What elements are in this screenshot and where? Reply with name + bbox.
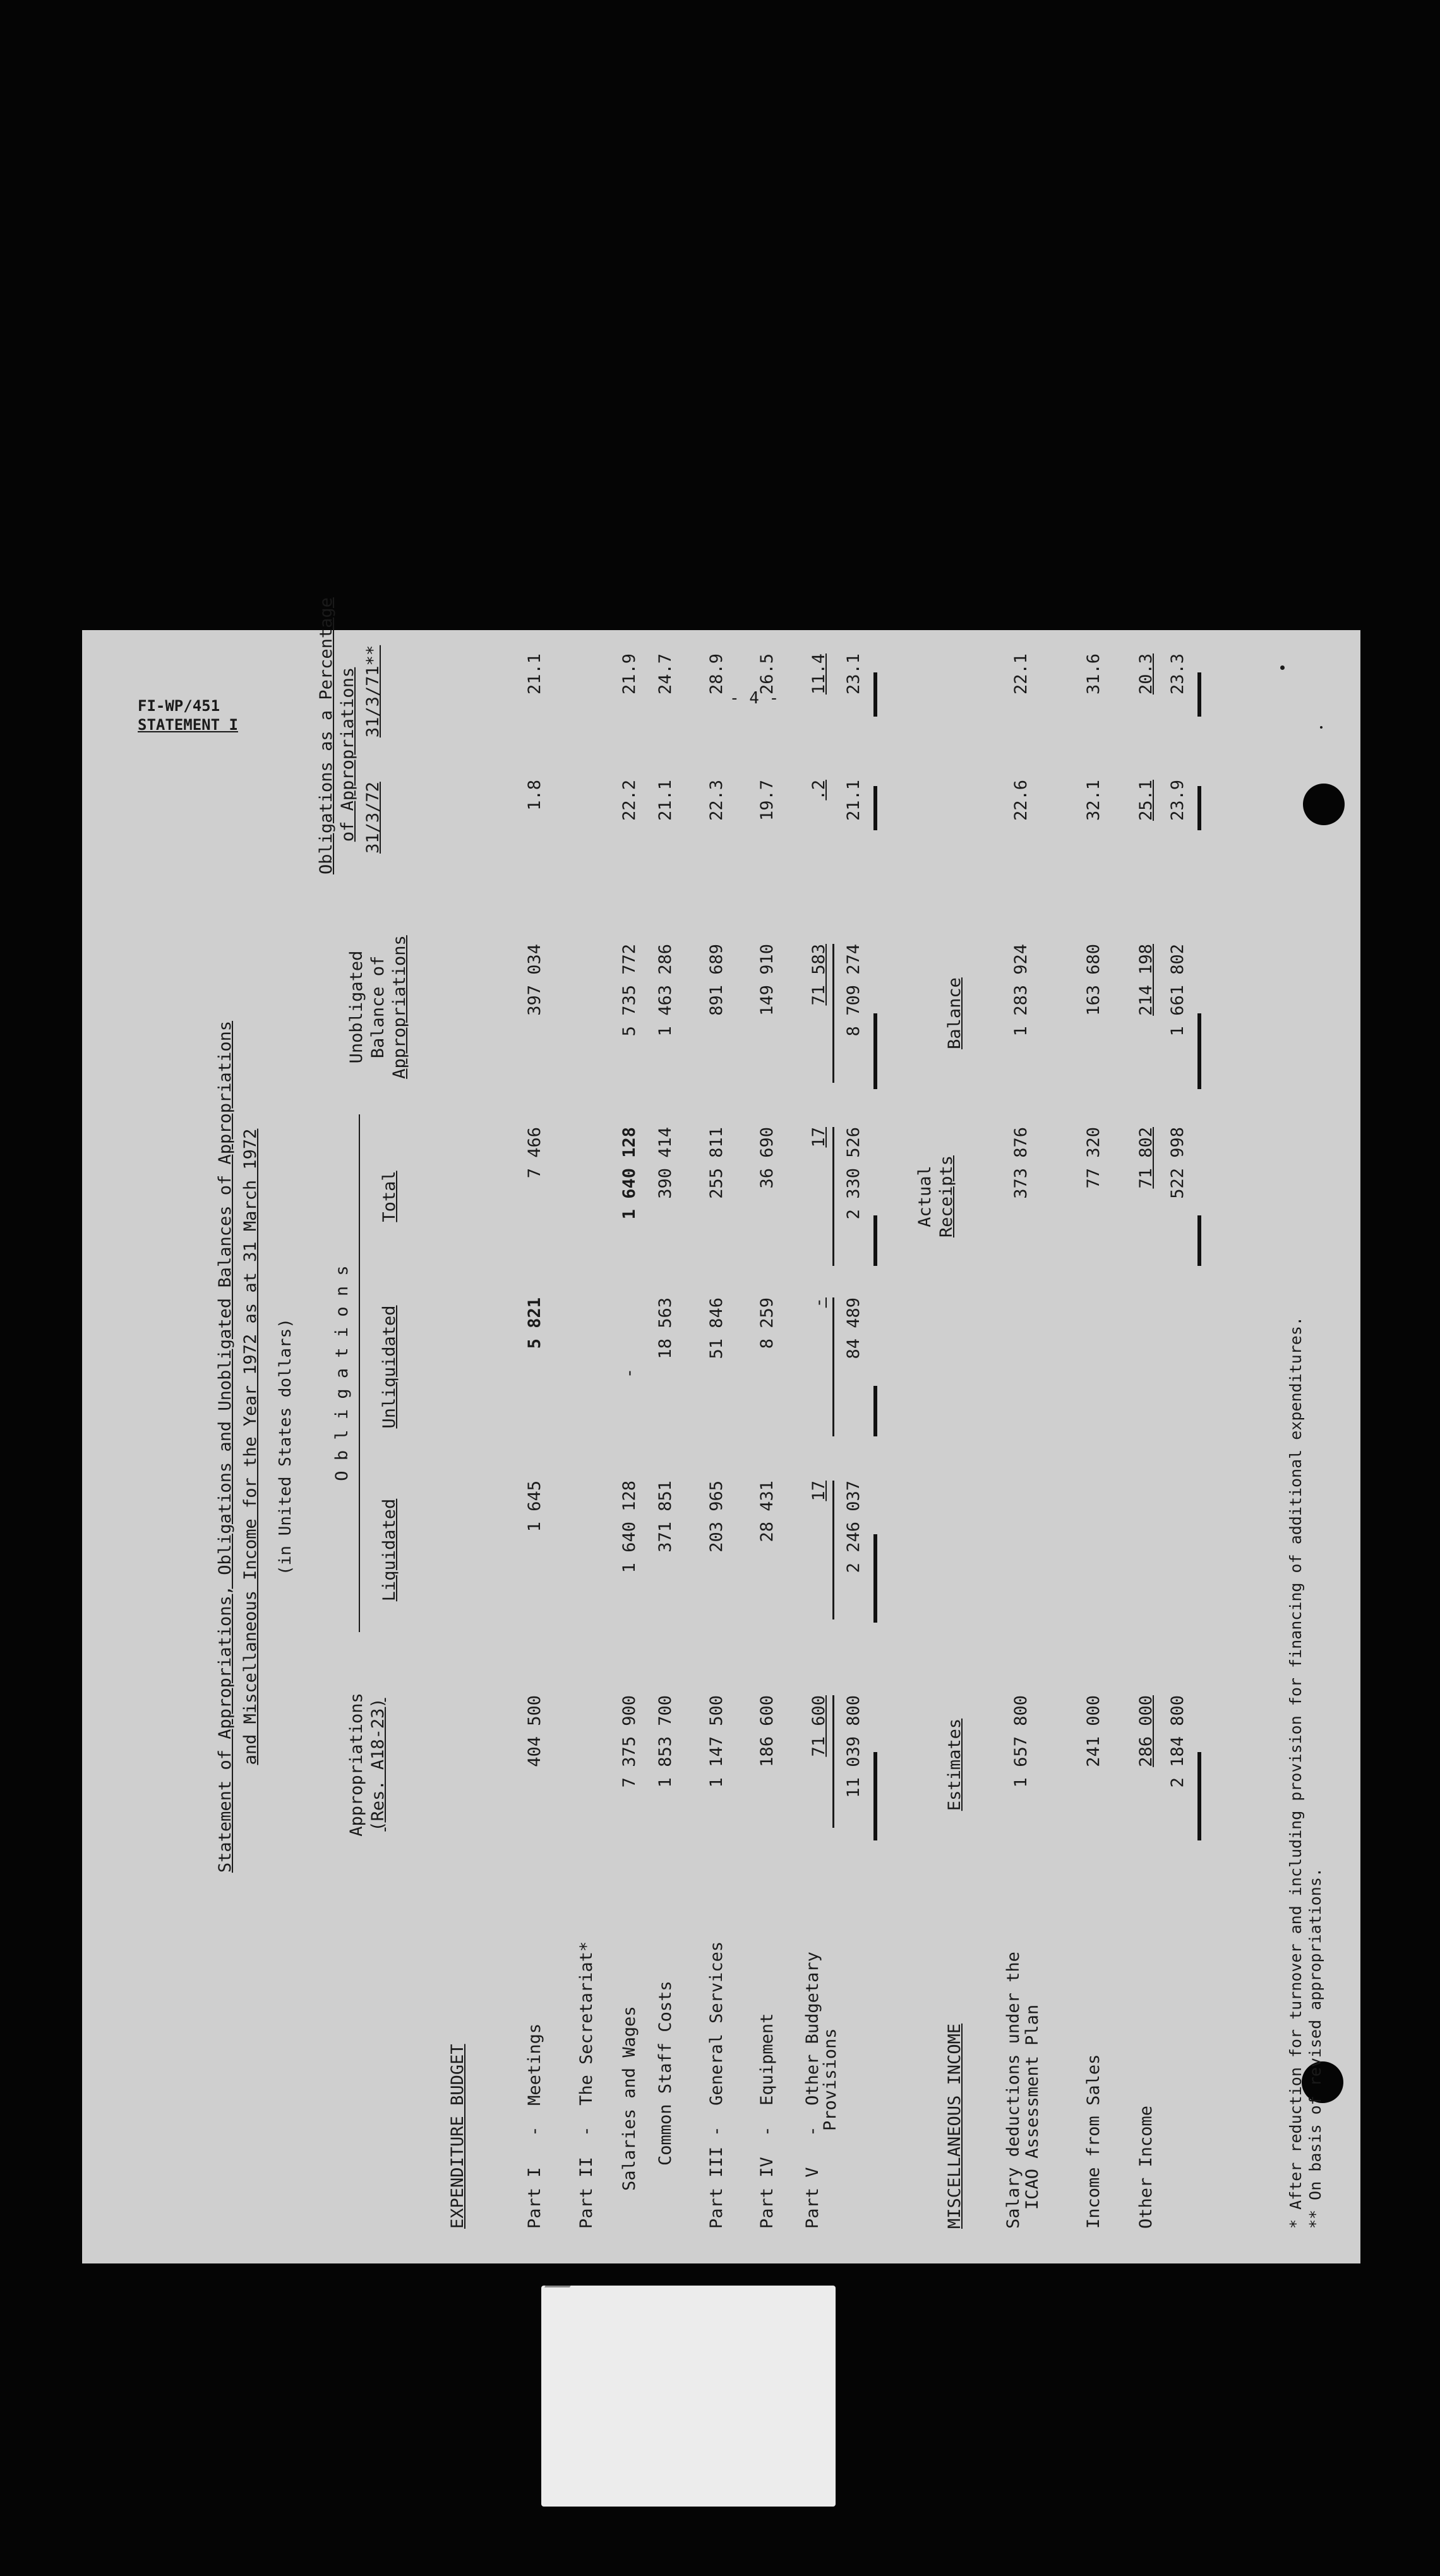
cell-pct71: 28.9 (707, 653, 726, 695)
cell-pct71: 22.1 (1011, 653, 1031, 695)
cell-estimates: 1 657 800 (1011, 1695, 1031, 1788)
row-label: Salary deductions under the (1004, 1952, 1023, 2229)
cell-pct71: 20.3 (1136, 653, 1156, 695)
cell-appropriations: 1 147 500 (707, 1695, 726, 1788)
subtotal-rule (832, 944, 834, 1083)
cell-unliquidated: 18 563 (656, 1297, 675, 1359)
cell-pct71: 26.5 (757, 653, 777, 695)
misc-total-pct71: 23.3 (1168, 653, 1187, 695)
row-label: Part I - Meetings (525, 2023, 544, 2229)
blank-card (541, 2286, 836, 2507)
col-pct-1971: 31/3/71** (363, 645, 383, 738)
subtotal-rule (832, 1695, 834, 1828)
cell-pct72: 21.1 (656, 780, 675, 821)
col-balance: Balance (945, 977, 964, 1049)
cell-total: 36 690 (757, 1127, 777, 1189)
footnote-2: ** On basis of revised appropriations. (1306, 1868, 1324, 2229)
cell-unobligated: 5 735 772 (620, 944, 639, 1037)
obligations-group-rule (359, 1114, 360, 1632)
total-unobligated: 8 709 274 (844, 944, 863, 1037)
cell-unliquidated: 51 846 (707, 1297, 726, 1359)
expenditure-heading: EXPENDITURE BUDGET (448, 2044, 467, 2229)
cell-unobligated: 71 583 (809, 944, 829, 1006)
page-number: - 4 - (729, 689, 779, 708)
cell-balance: 214 198 (1136, 944, 1156, 1016)
row-label: Part V - Other Budgetary (803, 1952, 822, 2229)
cell-actual: 373 876 (1011, 1127, 1031, 1199)
cell-liquidated: 1 645 (525, 1481, 544, 1532)
cell-total: 390 414 (656, 1127, 675, 1199)
card-corner-mark (537, 2286, 570, 2300)
cell-appropriations: 186 600 (757, 1695, 777, 1767)
total-double-rule (873, 1752, 877, 1840)
cell-total: 255 811 (707, 1127, 726, 1199)
cell-unobligated: 891 689 (707, 944, 726, 1016)
misc-total-actual: 522 998 (1168, 1127, 1187, 1199)
subtotal-rule (832, 1127, 834, 1266)
col-obligations-group: O b l i g a t i o n s (332, 1265, 352, 1481)
currency-note: (in United States dollars) (276, 1318, 295, 1575)
cell-liquidated: 17 (809, 1481, 829, 1501)
total-liquidated: 2 246 037 (844, 1481, 863, 1573)
cell-unliquidated: 5 821 (525, 1297, 544, 1349)
misc-income-heading: MISCELLANEOUS INCOME (945, 2023, 964, 2229)
misc-total-pct72: 23.9 (1168, 780, 1187, 821)
row-label: Salaries and Wages (620, 2006, 639, 2191)
cell-pct71: 24.7 (656, 653, 675, 695)
cell-pct72: 22.6 (1011, 780, 1031, 821)
col-unobligated: Unobligated Balance of Appropriations (347, 935, 409, 1079)
footnote-1: * After reduction for turnover and including provision for financing of additional expenditures. (1287, 1316, 1305, 2229)
cell-appropriations: 7 375 900 (620, 1695, 639, 1788)
cell-liquidated: 203 965 (707, 1481, 726, 1553)
col-liquidated: Liquidated (380, 1498, 399, 1602)
misc-total-double-rule (1197, 672, 1201, 717)
row-label: Part III - General Services (707, 1941, 726, 2229)
cell-estimates: 286 000 (1136, 1695, 1156, 1767)
document-page (82, 597, 1360, 2263)
total-double-rule (873, 1215, 877, 1266)
total-double-rule (873, 786, 877, 830)
cell-appropriations: 1 853 700 (656, 1695, 675, 1788)
cell-pct72: 25.1 (1136, 780, 1156, 821)
cell-pct71: 11.4 (809, 653, 829, 695)
cell-liquidated: 371 851 (656, 1481, 675, 1553)
col-pct-group: Obligations as a Percentage of Appropriations (316, 597, 357, 874)
total-appropriations: 11 039 800 (844, 1695, 863, 1798)
cell-pct72: 32.1 (1084, 780, 1103, 821)
row-label-continued: ICAO Assessment Plan (1023, 2004, 1042, 2210)
cell-total: 7 466 (525, 1127, 544, 1179)
cell-pct72: .2 (809, 780, 829, 801)
cell-unliquidated: - (620, 1368, 639, 1379)
cell-appropriations: 404 500 (525, 1695, 544, 1767)
col-pct-1972: 31/3/72 (363, 782, 383, 854)
cell-unliquidated: - (809, 1297, 829, 1308)
cell-liquidated: 1 640 128 (620, 1481, 639, 1573)
subtotal-rule (832, 1297, 834, 1436)
misc-total-double-rule (1197, 786, 1201, 830)
row-label: Common Staff Costs (656, 1981, 675, 2166)
cell-unobligated: 149 910 (757, 944, 777, 1016)
misc-total-balance: 1 661 802 (1168, 944, 1187, 1037)
subtotal-rule (832, 1481, 834, 1619)
col-actual-receipts: Actual Receipts (915, 1155, 956, 1238)
row-label: Income from Sales (1084, 2054, 1103, 2229)
col-unliquidated: Unliquidated (380, 1305, 399, 1429)
misc-total-double-rule (1197, 1215, 1201, 1266)
cell-pct71: 21.1 (525, 653, 544, 695)
cell-actual: 71 802 (1136, 1127, 1156, 1189)
doc-ref-number: FI-WP/451 (138, 697, 220, 715)
cell-liquidated: 28 431 (757, 1481, 777, 1542)
cell-appropriations: 71 600 (809, 1695, 829, 1757)
cell-estimates: 241 000 (1084, 1695, 1103, 1767)
misc-total-double-rule (1197, 1752, 1201, 1840)
row-label-continued: Provisions (820, 2028, 840, 2131)
cell-total: 1 640 128 (620, 1127, 639, 1220)
cell-unliquidated: 8 259 (757, 1297, 777, 1349)
total-obligations: 2 330 526 (844, 1127, 863, 1220)
total-double-rule (873, 1534, 877, 1623)
row-label: Part II - The Secretariat* (577, 1941, 596, 2229)
cell-unobligated: 1 463 286 (656, 944, 675, 1037)
cell-total: 17 (809, 1127, 829, 1148)
misc-total-estimates: 2 184 800 (1168, 1695, 1187, 1788)
total-unliquidated: 84 489 (844, 1297, 863, 1359)
col-total: Total (380, 1171, 399, 1222)
cell-unobligated: 397 034 (525, 944, 544, 1016)
cell-balance: 1 283 924 (1011, 944, 1031, 1037)
row-label: Other Income (1136, 2105, 1156, 2229)
total-double-rule (873, 1386, 877, 1436)
cell-pct72: 1.8 (525, 780, 544, 811)
col-appropriations: Appropriations (Res. A18-23) (347, 1693, 388, 1837)
statement-label: STATEMENT I (138, 716, 238, 734)
total-double-rule (873, 672, 877, 717)
cell-pct72: 22.3 (707, 780, 726, 821)
cell-balance: 163 680 (1084, 944, 1103, 1016)
cell-pct72: 22.2 (620, 780, 639, 821)
col-estimates: Estimates (945, 1718, 964, 1811)
cell-pct71: 31.6 (1084, 653, 1103, 695)
cell-pct72: 19.7 (757, 780, 777, 821)
total-pct72: 21.1 (844, 780, 863, 821)
total-pct71: 23.1 (844, 653, 863, 695)
row-label: Part IV - Equipment (757, 2013, 777, 2229)
total-double-rule (873, 1013, 877, 1089)
misc-total-double-rule (1197, 1013, 1201, 1089)
rotated-statement-table (82, 597, 1360, 2263)
cell-actual: 77 320 (1084, 1127, 1103, 1189)
statement-title-line2: and Miscellaneous Income for the Year 1972 as at 31 March 1972 (241, 1128, 260, 1765)
statement-title-line1: Statement of Appropriations, Obligations and Unobligated Balances of Appropriations (215, 1020, 235, 1873)
cell-pct71: 21.9 (620, 653, 639, 695)
